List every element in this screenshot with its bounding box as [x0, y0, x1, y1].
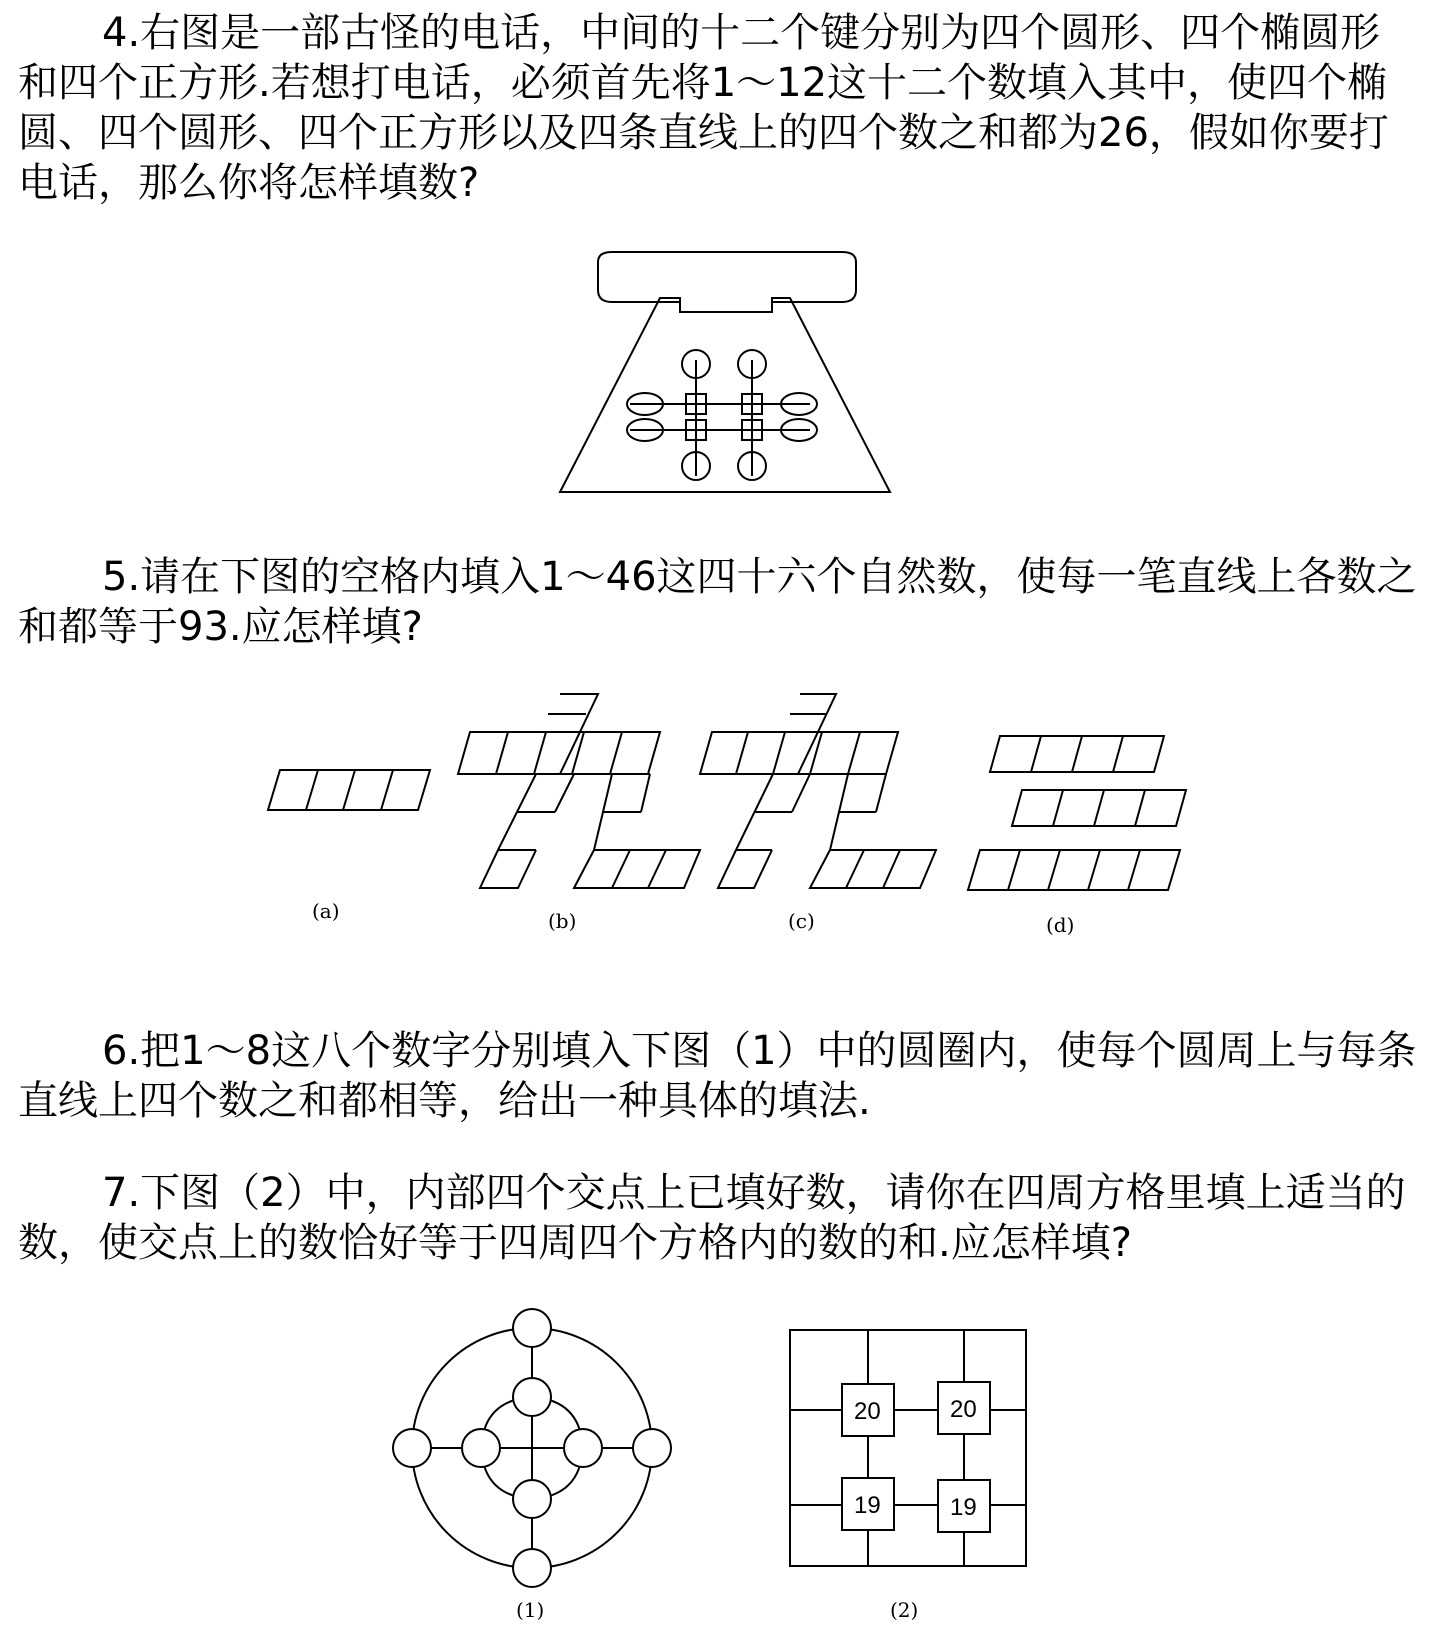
problem-7-body: 下图（2）中，内部四个交点上已填好数，请你在四周方格里填上适当的数，使交点上的数恰好等于四周四个方格内的数的和.应怎样填?: [18, 1170, 1406, 1266]
value-top-left: 20: [854, 1398, 881, 1425]
label-a: (a): [312, 899, 340, 923]
figure-2-grid: [790, 1330, 1026, 1566]
node-circle: [513, 1549, 551, 1587]
node-circle: [462, 1429, 500, 1467]
problem-5-body: 请在下图的空格内填入1～46这四十六个自然数，使每一笔直线上各数之和都等于93.应怎样填?: [18, 554, 1417, 650]
problem-4-number: 4.: [102, 10, 141, 56]
label-c: (c): [788, 909, 815, 933]
value-top-right: 20: [950, 1396, 977, 1423]
node-circle: [513, 1309, 551, 1347]
problem-6-body: 把1～8这八个数字分别填入下图（1）中的圆圈内，使每个圆周上与每条直线上四个数之和都相等，给出一种具体的填法.: [18, 1028, 1417, 1124]
value-bottom-right: 19: [950, 1494, 977, 1521]
problem-4-body: 右图是一部古怪的电话，中间的十二个键分别为四个圆形、四个椭圆形和四个正方形.若想打电话，必须首先将1～12这十二个数填入其中，使四个椭圆、四个圆形、四个正方形以及四条直线上的四个数之和都为26，假如你要打电话，那么你将怎样填数?: [18, 10, 1389, 206]
label-fig1: (1): [516, 1598, 545, 1622]
node-circle: [513, 1378, 551, 1416]
node-circle: [633, 1429, 671, 1467]
node-circle: [393, 1429, 431, 1467]
label-b: (b): [548, 909, 577, 933]
problem-7-number: 7.: [102, 1170, 141, 1216]
problem-5-number: 5.: [102, 554, 141, 600]
node-circle: [564, 1429, 602, 1467]
problem-6-number: 6.: [102, 1028, 141, 1074]
label-d: (d): [1046, 913, 1075, 937]
label-fig2: (2): [890, 1598, 919, 1622]
value-bottom-left: 19: [854, 1492, 881, 1519]
node-circle: [513, 1480, 551, 1518]
